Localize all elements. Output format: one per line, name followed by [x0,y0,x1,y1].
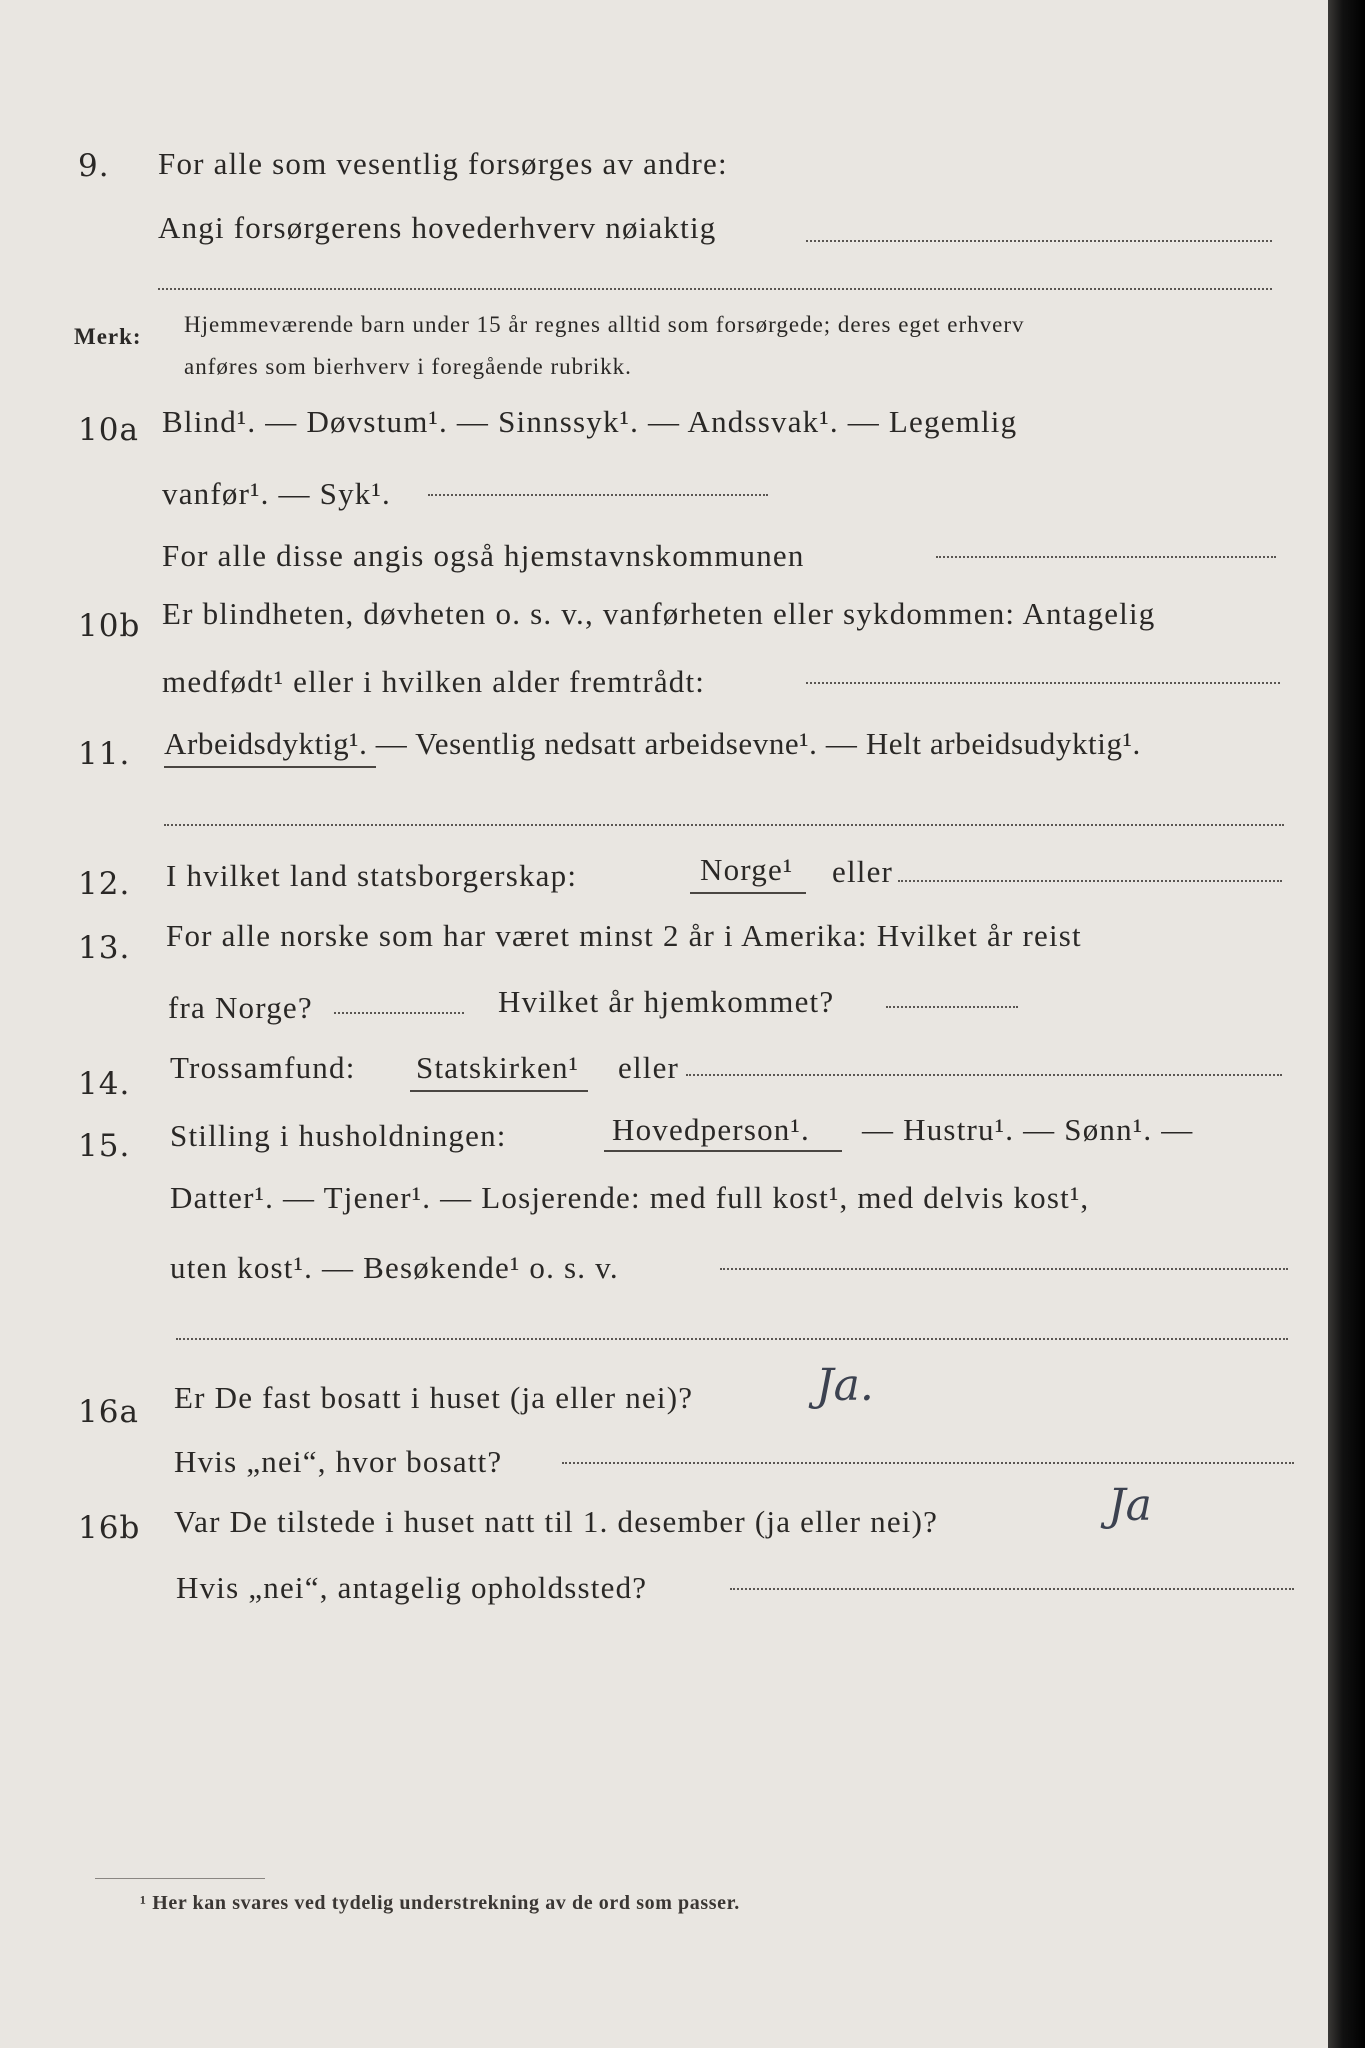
q15-options-cont: — Hustru¹. — Sønn¹. — [862,1112,1194,1147]
q16a-followup: Hvis „nei“, hvor bosatt? [174,1444,503,1479]
q15-answer-line-2[interactable] [176,1338,1288,1340]
note-line-1: Hjemmeværende barn under 15 år regnes alltid som forsørgede; deres eget erhverv [184,312,1025,337]
note-line-2: anføres som bierhverv i foregående rubrikk. [184,354,632,379]
q9-answer-line[interactable] [806,240,1272,242]
q12-answer-line[interactable] [898,880,1282,882]
q12-suffix: eller [832,854,894,889]
q13-departed-line[interactable] [334,1012,464,1014]
q15-underline-hovedperson [604,1150,842,1152]
q10b-line-2: medfødt¹ eller i hvilken alder fremtrådt: [162,664,706,699]
q13-departed-label: fra Norge? [168,990,313,1025]
q10a-line-3: For alle disse angis også hjemstavnskommunen [162,538,805,573]
q16a-number: 16a [78,1394,139,1430]
q15-number: 15. [78,1128,131,1164]
q10a-line-2: vanfør¹. — Syk¹. [162,476,391,511]
q13-returned-line[interactable] [886,1006,1018,1008]
q10a-home-municipality-line[interactable] [936,556,1276,558]
q11-number: 11. [78,736,131,772]
q11-options: Arbeidsdyktig¹. — Vesentlig nedsatt arbeidsevne¹. — Helt arbeidsudyktig¹. [164,726,1141,761]
footnote: ¹ Her kan svares ved tydelig understrekning av de ord som passer. [140,1892,740,1914]
q12-number: 12. [78,866,131,902]
q13-returned-label: Hvilket år hjemkommet? [498,984,835,1019]
q9-prompt: Angi forsørgerens hovederhverv nøiaktig [158,210,717,245]
q10a-number: 10a [78,412,139,448]
q10b-number: 10b [78,608,141,644]
q12-option-norge: Norge¹ [700,852,794,887]
q15-answer-line[interactable] [720,1268,1288,1270]
q15-option-hovedperson: Hovedperson¹. [612,1112,810,1147]
footnote-divider [95,1878,265,1879]
q16b-whereabouts-line[interactable] [730,1588,1294,1590]
q14-suffix: eller [618,1050,680,1085]
q12-prefix: I hvilket land statsborgerskap: [166,858,578,893]
q16a-question: Er De fast bosatt i huset (ja eller nei)? [174,1380,694,1415]
q14-underline-statskirken [410,1090,588,1092]
q16a-residence-line[interactable] [562,1462,1294,1464]
q10b-answer-line[interactable] [806,682,1280,684]
q14-option-statskirken: Statskirken¹ [416,1050,580,1085]
q14-prefix: Trossamfund: [170,1050,356,1085]
q16b-question: Var De tilstede i huset natt til 1. desember (ja eller nei)? [174,1504,939,1539]
q10a-answer-line[interactable] [428,494,768,496]
q16a-handwritten-answer[interactable]: Ja. [816,1360,874,1411]
q11-underline-arbeidsdyktig [164,766,376,768]
q11-answer-line[interactable] [164,824,1284,826]
q16b-followup: Hvis „nei“, antagelig opholdssted? [176,1570,648,1605]
q9-answer-line-2[interactable] [158,288,1272,290]
q9-question: For alle som vesentlig forsørges av andre: [158,146,728,181]
q15-line-3: uten kost¹. — Besøkende¹ o. s. v. [170,1250,619,1285]
q15-prefix: Stilling i husholdningen: [170,1118,507,1153]
q13-number: 13. [78,930,131,966]
q16b-handwritten-answer[interactable]: Ja [1108,1480,1152,1531]
q14-answer-line[interactable] [686,1074,1282,1076]
q10b-line-1: Er blindheten, døvheten o. s. v., vanførheten eller sykdommen: Antagelig [162,596,1156,631]
q15-line-2: Datter¹. — Tjener¹. — Losjerende: med full kost¹, med delvis kost¹, [170,1180,1090,1215]
note-label: Merk: [74,324,142,349]
q16b-number: 16b [78,1510,141,1546]
q9-number: 9. [78,148,110,184]
scan-edge [1328,0,1365,2048]
q13-line-1: For alle norske som har været minst 2 år i Amerika: Hvilket år reist [166,918,1082,953]
q14-number: 14. [78,1066,131,1102]
q10a-line-1: Blind¹. — Døvstum¹. — Sinnssyk¹. — Andssvak¹. — Legemlig [162,404,1018,439]
q12-underline-norge [690,892,806,894]
